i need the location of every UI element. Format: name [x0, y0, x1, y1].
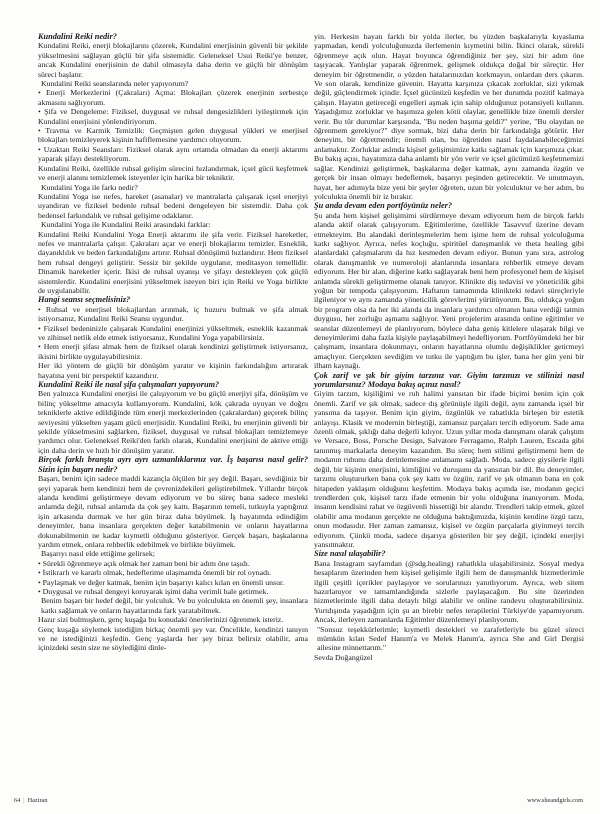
article-paragraph: Bana Instagram sayfamdan (@sdg.healing) rahatlıkla ulaşabilirsiniz. Sosyal medya hesaplarım üzerinden hem kişisel gelişimle ilgili hem de danışmanlık hizmetlerimle ilgili çeşitli içerikler paylaşıyor ve sorularınızı yanıtlıyorum. Ayrıca, web sitem hazırlanıyor ve tamamlandığında sizlerle paylaşacağım. Bu site üzerinden hizmetlerimle ilgili daha detaylı bilgi alabilir ve online randevu oluşturabilirsiniz. Yurtdışında yaşadığım için şu an birebir nefes terapilerini Türkiye'de yapamıyorum. Ancak, ilerleyen zamanlarda Eğitimler düzenlemeyi planlıyorum.	[314, 558, 584, 625]
article-paragraph: Her iki yöntem de güçlü bir dönüşüm yaratır ve kişinin farkındalığını artırarak hayatına yeni bir perspektif kazandırır.	[38, 361, 308, 380]
left-column	[38, 32, 308, 662]
page-footer	[14, 797, 583, 804]
article-paragraph: • Paylaşmak ve değer katmak, benim için başarıyı kalıcı kılan en önemli unsur.	[38, 577, 285, 587]
article-paragraph: • Enerji Merkezlerini (Çakraları) Açma: Blokajları çözerek enerjinin serbestçe akmasını sağlıyorum.	[38, 88, 308, 107]
article-paragraph: • Uzaktan Reiki Seansları: Fiziksel olarak aynı ortamda olmadan da enerji aktarımı yaparak şifayı destekliyorum.	[38, 144, 308, 164]
article-paragraph: • Sürekli öğrenmeye açık olmak her zaman beni bir adım öne taşıdı.	[38, 558, 250, 568]
article-paragraph: Genç kuşağa söylemek istediğim birkaç önemli şey var. Öncelikle, kendinizi tanıyın ve ne istediğinizi keşfedin. Genç yaşlarda her şey biraz belirsiz olabilir, ama içinizdeki sesin size ne söylediğini dinle-	[38, 624, 308, 653]
inline-question: "Sonsuz teşekkürlerimle; kıymetli destekleri ve zarafetleriyle bu güzel süreci mümkün kılan Sedef Hanım'a ve Melek Hanım'a, ayrıca She and Girl Dergisi ailesine minnettarım."	[317, 624, 584, 653]
article-paragraph: Şu anda hem kişisel gelişimimi sürdürmeye devam ediyorum hem de birçok farklı alanda aktif olarak çalışıyorum. Eğitimlerime, özellikle Tasavvuf üzerine devam etmekteyim. Bu alandaki derinleşmelerim hem işime hem de ruhsal yolculuğuma katkı sağlıyor. Ayrıca, nefes koçluğu, spiritüel danışmanlık ve theta healing gibi alanlardaki çalışmalarım da hız kesmeden devam ediyor. Bunun yanı sıra, astrolog olarak danışmanlık ve numeroloji alanlarında insanlara rehberlik etmeye devam ediyorum. Her bir alan, diğerine katkı sağlayarak beni hem profesyonel hem de kişisel anlamda sürekli geliştirmeme olanak tanıyor. Klinikte diş tedavisi ve yöneticilik gibi yoğun bir tempoda çalışıyorum. Haftanın tamamında klinikteki tedavi süreçleriyle ilgileniyor ve aynı zamanda yöneticilik görevlerimi yürütüyorum. Bu, oldukça yoğun bir program olsa da her iki alanda da insanlara yardımcı olmanın bana verdiği tatmin duygusu, her zorluğu aşmamı sağlıyor. Yeni projelerim arasında online eğitimler ve seanslar düzenlemeyi de planlıyorum, böylece daha geniş kitlelere ulaşarak bilgi ve deneyimlerimi daha fazla kişiyle paylaşabilmeyi hedefliyorum. Portföyümdeki her bir çalışmam, insanlara dokunmayı, onların hayatlarına olumlu değişiklikler getirmeyi amaçlıyor. Gerçekten sevdiğim ve tutku ile yaptığım bu işler, bana her gün yeni bir ilham kaynağı.	[314, 210, 584, 371]
article-heading: Kundalini Reiki nedir?	[38, 32, 117, 41]
article-paragraph: Kundalini Yoga ise nefes, hareket (asanalar) ve mantralarla çalışarak içsel enerjiyi uyandıran ve fiziksel bedenle ruhsal bedeni dengeleyen bir sistemdir. Daha çok bedensel farkındalık ve ruhsal gelişime odaklanır.	[38, 191, 308, 220]
article-paragraph: • Şifa ve Dengeleme: Fiziksel, duygusal ve ruhsal dengesizlikleri iyileştirmek için Kundalini enerjisini yönlendiriyorum.	[38, 107, 308, 126]
issue-month: Haziran	[27, 797, 48, 804]
article-heading: Kundalini Reiki ile nasıl şifa çalışmaları yapıyorum?	[38, 380, 220, 390]
article-heading: Çok zarif ve şık bir giyim tarzınız var. Giyim tarzınızı ve stilinizi nasıl yorumlarsınız? Modaya bakış açınız nasıl?	[314, 370, 584, 390]
article-paragraph: • Travma ve Karmik Temizlik: Geçmişten gelen duygusal yükleri ve enerjisel blokajları temizleyerek kişinin hafiflemesine yardımcı oluyorum.	[38, 126, 308, 145]
article-heading: Birçok farklı branşta ayrı ayrı uzmanlıklarınız var. İş başarısı nasıl gelir? Sizin için başarı nedir?	[38, 455, 308, 474]
article-paragraph: • Ruhsal ve enerjisel blokajlardan arınmak, iç huzuru bulmak ve şifa almak istiyorsanız, Kundalini Reiki Seansı uygundur.	[38, 304, 308, 324]
article-paragraph: • Duygusal ve ruhsal dengeyi koruyarak işimi daha verimli hale getirmek.	[38, 586, 269, 596]
article-paragraph: Hazır sizi bulmuşken, genç kuşağa bu konudaki önerilerinizi öğrenmek isteriz.	[38, 615, 284, 625]
article-paragraph: Ben yalnızca Kundalini enerjisi ile çalışıyorum ve bu güçlü enerjiyi şifa, dönüşüm ve bilinç yükseltme amacıyla kullanıyorum. Kundalini, kök çakrada uyuyan ve doğru tekniklerle aktive edildiğinde tüm enerji merkezlerinden (çakralardan) geçerek bilinç seviyesini yükselten yaşam gücü enerjisidir. Kundalini Reiki, bu enerjinin güvenli bir şekilde yükselmesini sağlarken, fiziksel, duygusal ve ruhsal blokajları temizlemeye yardımcı olur. Geleneksel Reiki'den farklı olarak, Kundalini enerjisini de aktive ettiği için daha derin ve hızlı bir dönüşüm yaratır.	[38, 389, 308, 455]
inline-question: Kundalini Yoga ile Kundalini Reiki arasındaki farklar:	[41, 220, 211, 230]
article-paragraph: Kundalini Reiki Kundalini Yoga Enerji aktarımı ile şifa verir. Fiziksel hareketler, nefes ve mantralarla çalışır. Çakraları açar ve enerji blokajlarını temizler. Esneklik, dayanıklılık ve beden farkındalığını artırır. Ruhsal dönüşümü hızlandırır. Hem fiziksel hem ruhsal dengeyi geliştirir. Sessiz bir şekilde uygulanır, meditasyon temellidir. Dinamik hareketler içerir. İkisi de ruhsal uyanışı ve şifayı destekleyen çok güçlü sistemlerdir. Kundalini enerjisini yükseltmek isteyen biri için Reiki ve Yoga birlikte de uygulanabilir.	[38, 229, 308, 295]
right-column	[314, 32, 584, 662]
article-heading: Size nasıl ulaşabilir?	[314, 549, 386, 559]
article-heading: Şu anda devam eden portföyünüz neler?	[314, 201, 453, 211]
article-paragraph: Kundalini Reiki, özellikle ruhsal gelişim sürecini hızlandırmak, içsel gücü keşfetmek ve enerji alanını temizlemek isteyenler için harika bir tekniktir.	[38, 163, 308, 183]
website-url: www.sheandgirls.com	[527, 797, 583, 804]
article-paragraph: Sevda Doğangüzel	[314, 652, 373, 662]
article-heading: Hangi seansı seçmelisiniz?	[38, 295, 131, 305]
page-number: 64	[14, 797, 21, 804]
inline-question: Kundalini Reiki seanslarında neler yapıyorum?	[41, 79, 189, 89]
article-paragraph: Kundalini Reiki, enerji blokajlarını çözerek, Kundalini enerjisinin güvenli bir şekilde yükselmesini sağlayan güçlü bir şifa sistemidir. Geleneksel Usui Reiki'ye benzer, ancak Kundalini enerjisinin de dahil olmasıyla daha derin ve güçlü bir dönüşüm süreci başlatır.	[38, 41, 308, 79]
article-body	[38, 32, 584, 662]
article-paragraph: • Fiziksel bedeninizle çalışarak Kundalini enerjinizi yükseltmek, esneklik kazanmak ve zihinsel netlik elde etmek istiyorsanız, Kundalini Yoga yapabilirsiniz.	[38, 323, 308, 342]
article-paragraph: Giyim tarzım, kişiliğimi ve ruh halimi yansıtan bir ifade biçimi benim için çok önemli. Zarif ve şık olmak, sadece dış görünüşle ilgili değil, aynı zamanda içsel bir yansıma da taşıyor. Benim için giyim, özgünlük ve rahatlıkla birleşen bir estetik anlayışı. Klasik ve modernin birleştiği, zamansız parçaları tercih ediyorum. Sade ama özenli olmak, şıklığı daha değerli kılıyor. Uzun yıllar moda danışmanı olarak çalıştım ve Versace, Boss, Porsche Design, Salvatore Ferragamo, Ralph Lauren, Escada gibi tanınmış markalarla deneyim kazandım. Bu süreç hem stilimi geliştirmemi hem de modanın ruhunu daha derinlemesine anlamamı sağladı. Moda, sadece giysilerle ilgili değil, bir kişinin enerjisini, kimliğini ve duruşunu da yansıtan bir dil. Bu deneyimler, tarzımı oluştururken bana çok şey kattı ve özgün, zarif ve şık olmanın bana en çok hitapeden yaklaşım olduğunu keşfettim. Modaya bakış açımda ise, modanın geçici trendlerden çok, kişisel tarzı ifade etmenin bir yolu olduğuna inanıyorum. Moda, insanın kendisini rahat ve özgüvenli hissettiği bir alandır. Trendleri takip etmek, güzel olabilir ama modanın gerçekte ne olduğuna baktığımızda, kişinin kendine özgü tarzı, onun modasıdır. Her zaman zamansız, kişisel ve özgün parçalarla giyinmeyi tercih ediyorum. Çünkü moda, sadece dışarıya gösterilen bir şey değil, içindeki enerjiyi yansıtmaktır.	[314, 389, 584, 549]
inline-question: Benim başarı bir hedef değil, bir yolculuk. Ve bu yolculukta en önemli şey, insanlara katkı sağlamak ve onların hayatlarında fark yaratabilmek.	[41, 596, 308, 615]
article-paragraph: • İstikrarlı ve kararlı olmak, hedeflerime ulaşmamda önemli bir rol oynadı.	[38, 568, 272, 578]
inline-question: Kundalini Yoga ile farkı nedir?	[41, 182, 138, 192]
footer-folio	[14, 797, 48, 804]
article-paragraph: Başarı, benim için sadece maddi kazançla ölçülen bir şey değil. Başarı, sevdiğiniz bir şeyi yaparak hem kendinizi hem de çevrenizdekileri geliştirebilmek. Yıllardır birçok alanda kendimi geliştirmeye devam ediyorum ve bu süreç bana sadece mesleki anlamda değil, ruhsal anlamda da çok şey kattı. Başarının temeli, tutkuyla yaptığınız işin arkasında durmak ve her gün biraz daha büyümek. İş hayatımda edindiğim deneyimler, bana insanlara gerçekten değer katabilmenin ve onların hayatlarına dokunabilmenin ne kadar kıymetli olduğunu gösteriyor. Gerçek başarı, başkalarına yardım etmek, onlara rehberlik edebilmek ve birlikte büyümek.	[38, 474, 308, 549]
inline-question: Başarıyı nasıl elde ettiğime gelirsek;	[41, 549, 155, 559]
folio-separator: |	[23, 797, 25, 804]
article-paragraph: yin. Herkesin hayatı farklı bir yolda ilerler, bu yüzden başkalarıyla kıyaslama yapmadan, kendi yolculuğunuzda ilerlemenin kıymetini bilin. İkinci olarak, sürekli öğrenmeye açık olun. Hayat boyunca öğrendiğiniz her şey, sizi bir adım öne taşıyacak. Yanlışlar yaparak öğrenmek, gelişmek oldukça doğal bir süreçtir. Her deneyim bir öğretmendir, o yüzden hatalarınızdan korkmayın, onlardan ders çıkarın. Ve son olarak, kendinize güvenin. Hayatta karşınıza çıkacak zorluklar, sizi yıkmak değil, güçlendirmek içindir. İçsel gücünüzü keşfedin ve her durumda pozitif kalmaya çalışın. Hayatın getireceği engelleri aşmak için sahip olduğunuz potansiyeli kullanın. Yaşadığımız zorluklar ve başımıza gelen kötü olaylar, genellikle bize önemli dersler verir. Bu tür durumlar karşısında, "Bu neden başıma geldi?" yerine, "Bu olaydan ne öğrenmem gerekiyor?" diye sormak, bizi daha derin bir farkındalığa götürür. Her deneyim, bir öğretmendir; önemli olan, bu öğretiden nasıl faydalanabileceğimizi anlamaktır. Zorluklar aslında kişisel gelişimimize katkı sağlamak için karşımıza çıkar. Bu bakış açısı, hayatımıza daha anlamlı bir yön verir ve içsel gücümüzü keşfetmemizi sağlar. Kendinizi geliştirmek, başkalarına değer katmak, aynı zamanda özgün ve gerçek bir insan olmayı hedeflemek, başarıyı peşinden getirecektir. Ve unutmayın, hayat, her adımıyla bize yeni bir şeyler öğreten, uzun bir yolculuktur ve her adım, bu yolculukta önemli bir iz bırakır.	[314, 32, 584, 201]
article-paragraph: • Hem enerji şifası almak hem de fiziksel olarak kendinizi geliştirmek istiyorsanız, ikisini birlikte uygulayabilirsiniz.	[38, 342, 308, 361]
